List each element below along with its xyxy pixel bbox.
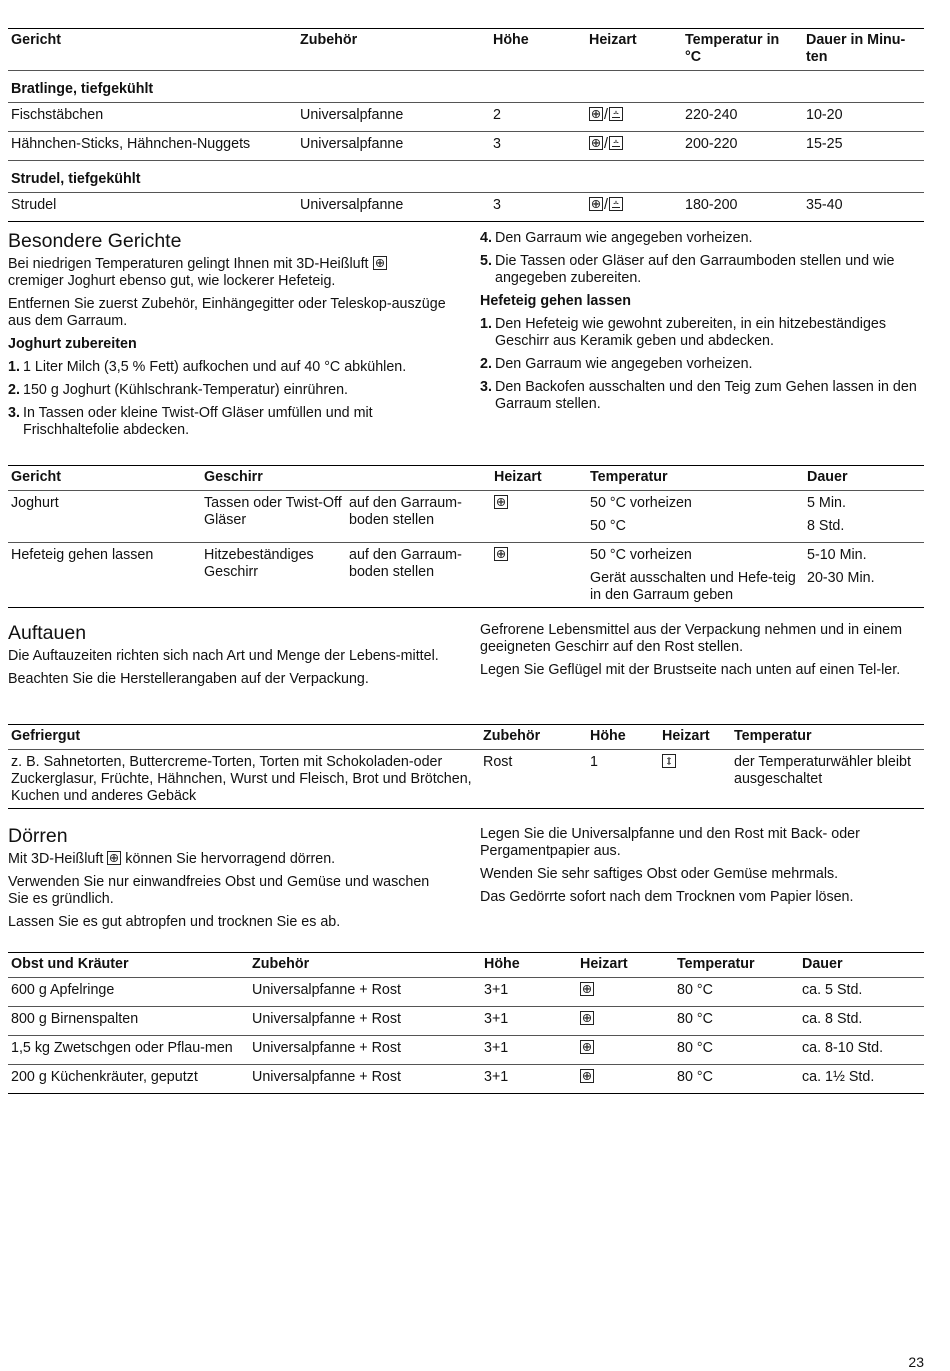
col-header-gericht: Gericht: [11, 32, 62, 48]
col-header-zubehoer: Zubehör: [483, 728, 541, 744]
table-header-row: [8, 953, 924, 978]
paragraph: Gefrorene Lebensmittel aus der Verpackung nehmen und in einem geeigneten Geschirr auf den Rost stellen.: [480, 622, 903, 655]
drying-table: [8, 952, 924, 1094]
fried-frozen-table: [8, 28, 924, 222]
col-header-gefriergut: Gefriergut: [11, 728, 81, 744]
paragraph: Lassen Sie es gut abtropfen und trocknen Sie es ab.: [8, 914, 341, 930]
auftauen-left-column: [8, 622, 453, 694]
col-header-zubehoer: Zubehör: [300, 32, 358, 48]
table-row: Hefeteig gehen lassen Hitzebeständiges Geschirr auf den Garraum-boden stellen 50 °C vorheizen 5-10 Min.: [8, 543, 924, 571]
col-header-dauer: Dauer in Minu- ten: [806, 32, 906, 65]
table-row: 1,5 kg Zwetschgen oder Pflau-men Universalpfanne + Rost 3+1 80 °C ca. 8-10 Std.: [8, 1036, 924, 1065]
section-title-doerren: Dörren: [8, 825, 68, 847]
fan-bottom-heat-icon: [609, 107, 623, 121]
list-item: 1. 1 Liter Milch (3,5 % Fett) aufkochen und auf 40 °C abkühlen.: [8, 359, 407, 375]
list-item: 4. Den Garraum wie angegeben vorheizen.: [480, 230, 753, 246]
defrost-table: [8, 724, 924, 809]
list-item: 2. Den Garraum wie angegeben vorheizen.: [480, 356, 753, 372]
3d-hot-air-icon: [494, 495, 508, 509]
table-row: Fischstäbchen Universalpfanne 2 / 220-240 10-20: [8, 103, 924, 132]
doerren-left-column: [8, 825, 453, 937]
paragraph: Entfernen Sie zuerst Zubehör, Einhängegitter oder Teleskop-auszüge aus dem Garraum.: [8, 296, 446, 329]
3d-hot-air-icon: [580, 982, 594, 996]
joghurt-steps: [8, 359, 453, 439]
besondere-right-column: [480, 230, 925, 419]
list-item: 2. 150 g Joghurt (Kühlschrank-Temperatur) einrühren.: [8, 382, 349, 398]
fan-bottom-heat-icon: [609, 197, 623, 211]
paragraph: Legen Sie Geflügel mit der Brustseite nach unten auf einen Tel-ler.: [480, 662, 901, 678]
table-header-row: [8, 29, 924, 71]
3d-hot-air-icon: [589, 136, 603, 150]
subheading-hefeteig: Hefeteig gehen lassen: [480, 293, 631, 309]
special-dishes-table: [8, 465, 924, 608]
table-row: Strudel Universalpfanne 3 / 180-200 35-40: [8, 193, 924, 222]
table-row: Joghurt Tassen oder Twist-Off Gläser auf den Garraum-boden stellen 50 °C vorheizen 5 Min.: [11, 495, 846, 528]
besondere-left-column: [8, 230, 453, 445]
col-header-heizart: Heizart: [580, 956, 628, 972]
3d-hot-air-icon: [580, 1069, 594, 1083]
group-row: Bratlinge, tiefgekühlt: [8, 71, 924, 103]
table-row: 50 °C 8 Std.: [590, 518, 845, 534]
col-header-gericht: Gericht: [11, 469, 62, 485]
hefeteig-steps: [480, 316, 925, 413]
col-header-dauer: Dauer: [807, 469, 848, 485]
col-header-heizart: Heizart: [662, 728, 710, 744]
table-header-row: [8, 725, 924, 750]
paragraph: Die Auftauzeiten richten sich nach Art und Menge der Lebens-mittel.: [8, 648, 439, 664]
list-item: 3. Den Backofen ausschalten und den Teig zum Gehen lassen in den Garraum stellen.: [480, 379, 917, 412]
3d-hot-air-icon: [589, 107, 603, 121]
paragraph: Mit 3D-Heißluft können Sie hervorragend dörren.: [8, 851, 336, 867]
col-header-hoehe: Höhe: [590, 728, 626, 744]
paragraph: Verwenden Sie nur einwandfreies Obst und Gemüse und waschen Sie es gründlich.: [8, 874, 430, 907]
list-item: 5. Die Tassen oder Gläser auf den Garraumboden stellen und wie angegeben zubereiten.: [480, 253, 895, 286]
col-header-temperatur: Temperatur: [677, 956, 755, 972]
fan-bottom-heat-icon: [609, 136, 623, 150]
table-header-rule: [8, 70, 924, 71]
col-header-heizart: Heizart: [589, 32, 637, 48]
col-header-zubehoer: Zubehör: [252, 956, 310, 972]
col-header-obst: Obst und Kräuter: [11, 956, 129, 972]
3d-hot-air-icon: [494, 547, 508, 561]
col-header-hoehe: Höhe: [484, 956, 520, 972]
section-title-besondere: Besondere Gerichte: [8, 230, 182, 252]
list-item: 3. In Tassen oder kleine Twist-Off Gläser umfüllen und mit Frischhaltefolie abdecken.: [8, 405, 373, 438]
table-row: Gerät ausschalten und Hefe-teig in den Garraum geben 20-30 Min.: [8, 570, 924, 608]
joghurt-steps-cont: [480, 230, 925, 287]
paragraph: Bei niedrigen Temperaturen gelingt Ihnen mit 3D-Heißluft cremiger Joghurt ebenso gut, wie lockerer Hefeteig.: [8, 256, 453, 290]
col-header-temperatur: Temperatur: [734, 728, 812, 744]
col-header-dauer: Dauer: [802, 956, 843, 972]
group-row: Strudel, tiefgekühlt: [8, 161, 924, 193]
auftauen-right-column: [480, 622, 925, 685]
paragraph: Legen Sie die Universalpfanne und den Rost mit Back- oder Pergamentpapier aus.: [480, 826, 860, 859]
table-row: Hähnchen-Sticks, Hähnchen-Nuggets Universalpfanne 3 / 200-220 15-25: [8, 132, 924, 161]
3d-hot-air-icon: [107, 851, 121, 865]
col-header-hoehe: Höhe: [493, 32, 529, 48]
col-header-geschirr: Geschirr: [204, 469, 263, 485]
paragraph: Das Gedörrte sofort nach dem Trocknen vom Papier lösen.: [480, 889, 854, 905]
col-header-heizart: Heizart: [494, 469, 542, 485]
3d-hot-air-icon: [589, 197, 603, 211]
table-row: 600 g Apfelringe Universalpfanne + Rost 3+1 80 °C ca. 5 Std.: [8, 978, 924, 1007]
table-row: 800 g Birnenspalten Universalpfanne + Rost 3+1 80 °C ca. 8 Std.: [8, 1007, 924, 1036]
defrost-icon: [662, 754, 676, 768]
3d-hot-air-icon: [373, 256, 387, 270]
3d-hot-air-icon: [580, 1011, 594, 1025]
paragraph: Beachten Sie die Herstellerangaben auf der Verpackung.: [8, 671, 369, 687]
paragraph: Wenden Sie sehr saftiges Obst oder Gemüse mehrmals.: [480, 866, 839, 882]
table-row: z. B. Sahnetorten, Buttercreme-Torten, Torten mit Schokoladen-oder Zuckerglasur, Früchte, Hähnchen, Wurst und Fleisch, Brot und Brötchen, Kuchen und anderes Gebäck Rost 1 der Temperaturwähler bleibt ausgeschaltet: [8, 750, 924, 809]
section-title-auftauen: Auftauen: [8, 622, 87, 644]
table-header-row: [8, 466, 924, 491]
3d-hot-air-icon: [580, 1040, 594, 1054]
table-row: 200 g Küchenkräuter, geputzt Universalpfanne + Rost 3+1 80 °C ca. 1½ Std.: [8, 1065, 924, 1094]
list-item: 1. Den Hefeteig wie gewohnt zubereiten, in ein hitzebeständiges Geschirr aus Keramik geben und abdecken.: [480, 316, 887, 349]
col-header-temperatur: Temperatur: [590, 469, 668, 485]
col-header-temperatur: Temperatur in °C: [685, 32, 780, 65]
subheading-joghurt: Joghurt zubereiten: [8, 336, 137, 352]
page-number: 23: [908, 1354, 924, 1370]
doerren-right-column: [480, 826, 925, 912]
